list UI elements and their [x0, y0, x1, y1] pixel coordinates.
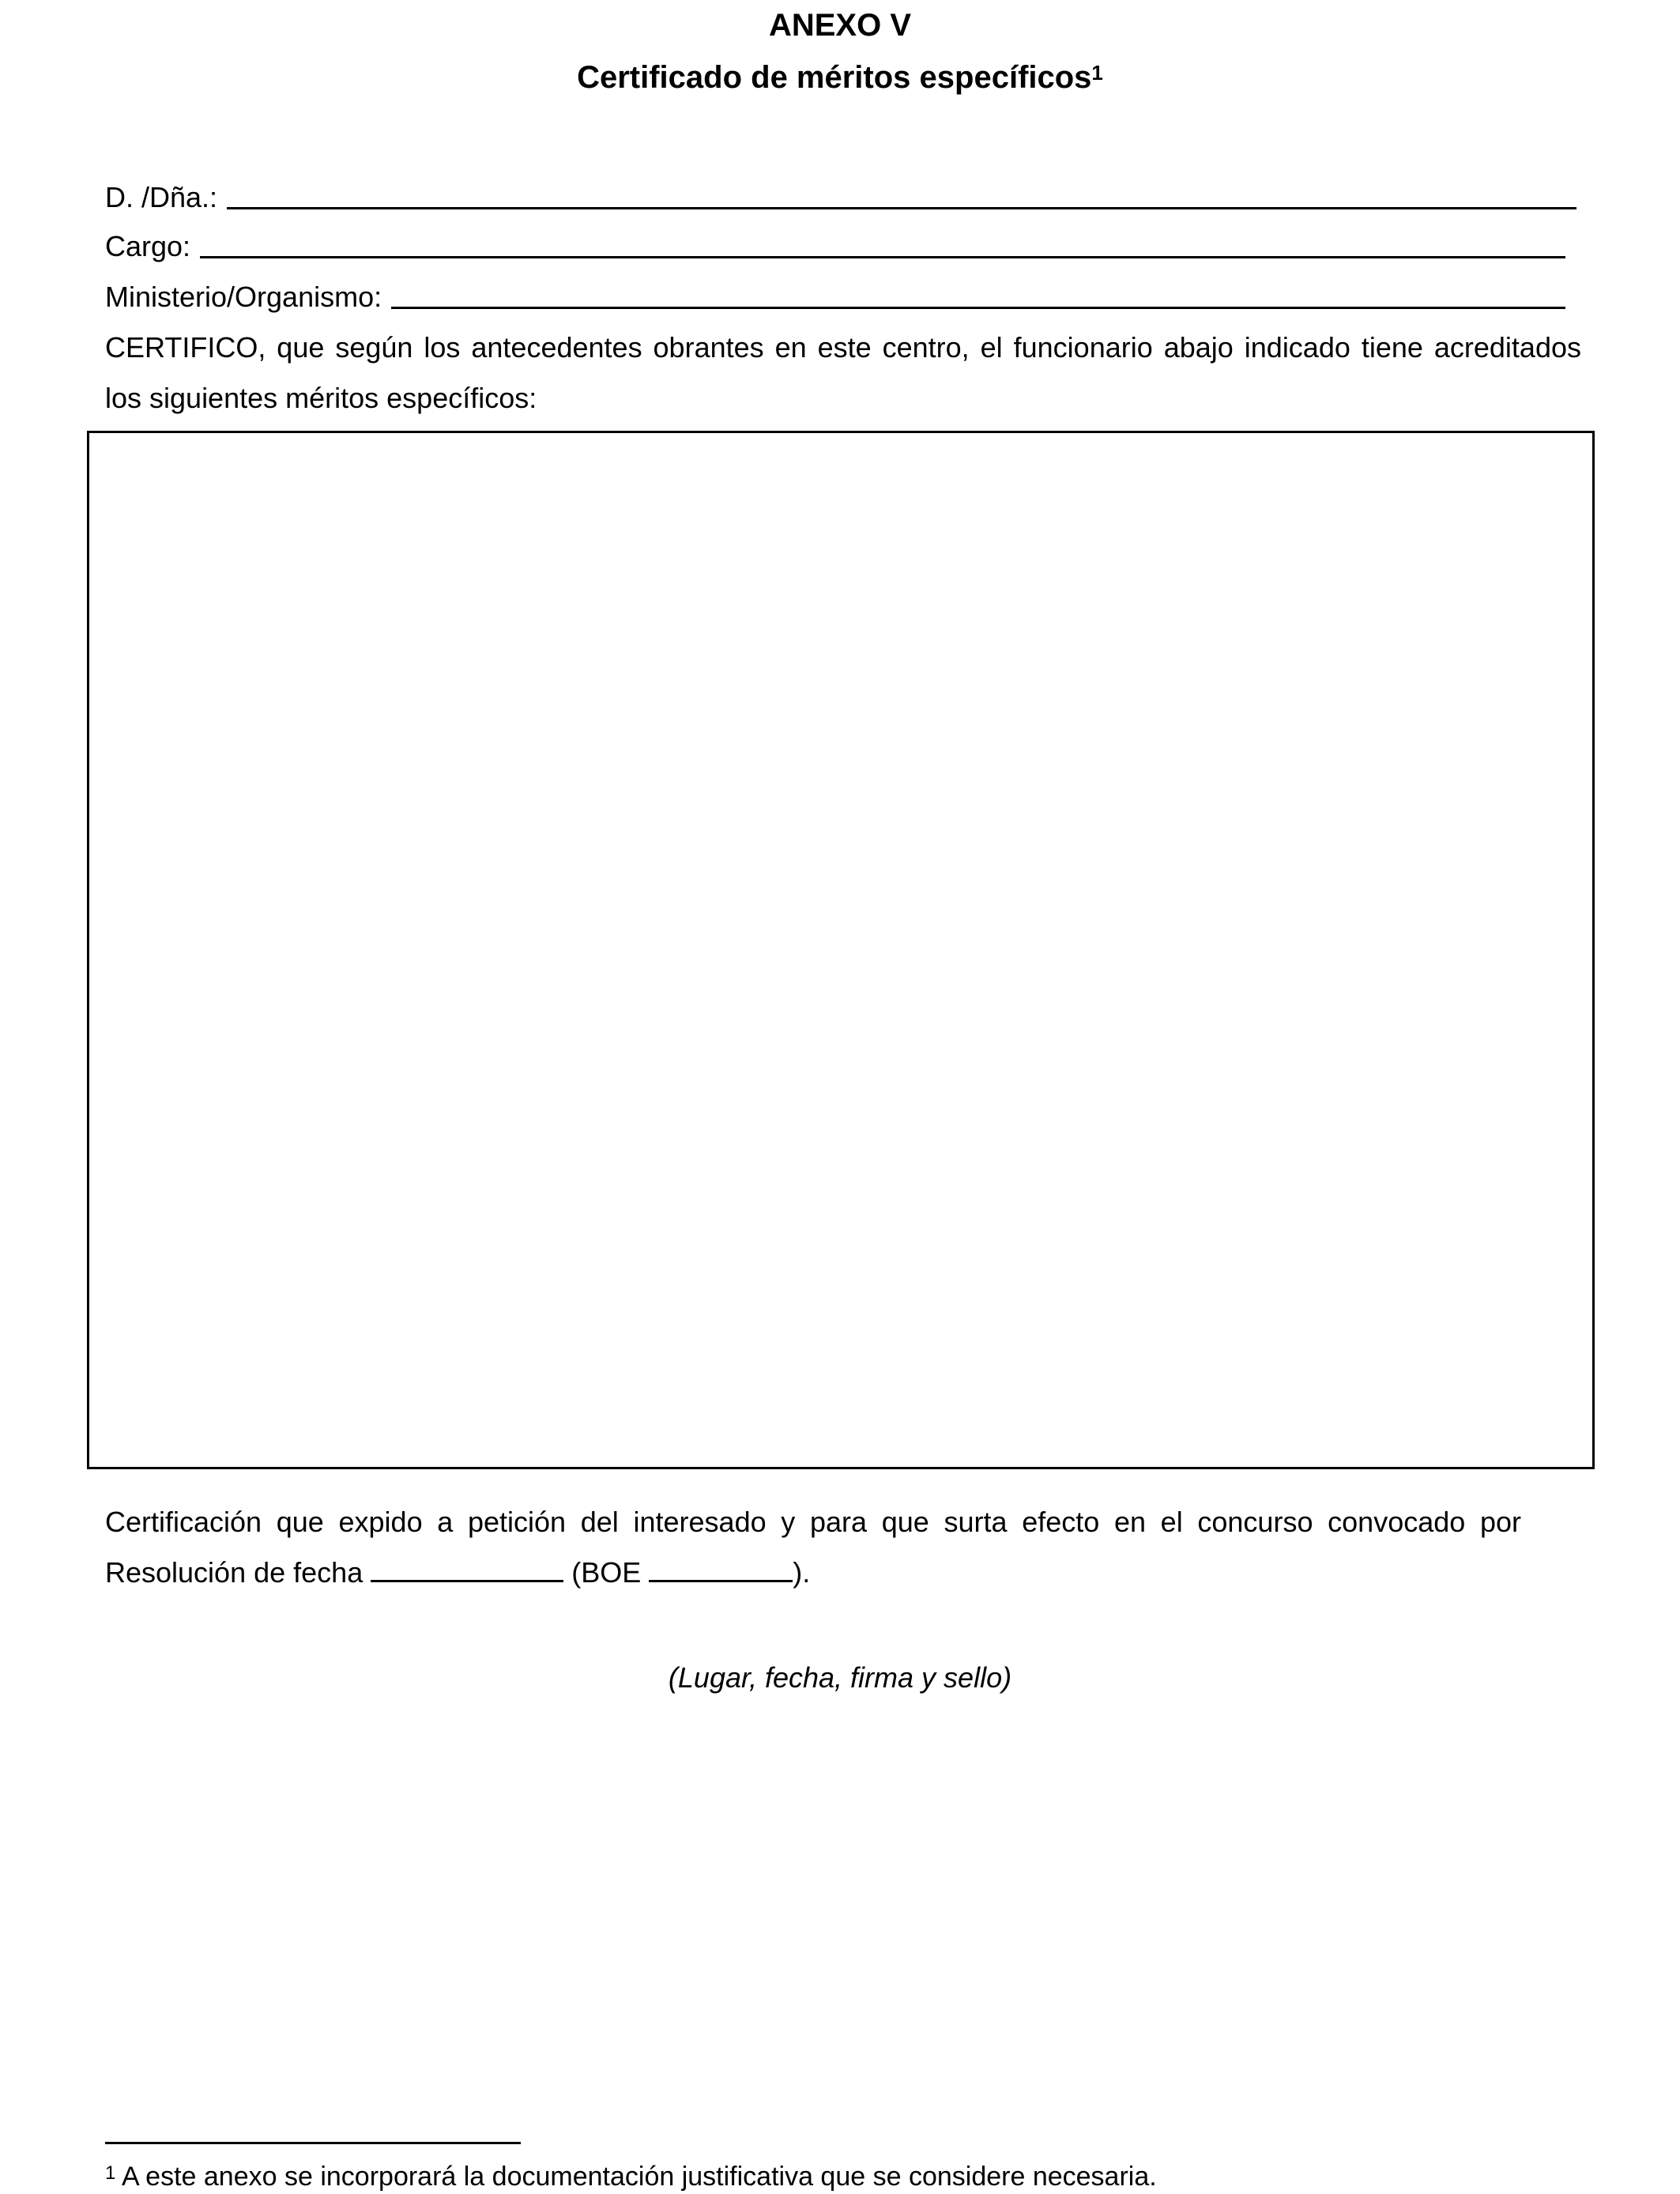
ministry-field[interactable] — [105, 280, 1565, 315]
resolution-date-blank[interactable] — [371, 1556, 563, 1582]
boe-blank[interactable] — [649, 1556, 793, 1582]
position-field[interactable] — [105, 229, 1565, 264]
closing-statement — [105, 1497, 1521, 1598]
name-field-line[interactable] — [227, 207, 1576, 209]
name-field[interactable] — [105, 180, 1576, 215]
footnote — [105, 2161, 1157, 2192]
ministry-field-label: Ministerio/Organismo: — [105, 281, 382, 313]
footnote-text: A este anexo se incorporará la documentación justificativa que se considere necesaria. — [121, 2162, 1157, 2192]
footnote-divider — [105, 2142, 521, 2144]
annex-heading: ANEXO V — [768, 8, 912, 43]
certify-statement: CERTIFICO, que según los antecedentes obrantes en este centro, el funcionario abajo indicado tiene acreditados los siguientes méritos específicos: — [105, 331, 1581, 414]
closing-text: Certificación que expido a petición del interesado y para que surta efecto en el concurso convocado por Resolución de fecha — [105, 1506, 1521, 1589]
certificate-title — [0, 58, 1680, 96]
closing-end: ). — [793, 1556, 811, 1589]
boe-label: (BOE — [571, 1556, 642, 1589]
footnote-reference: 1 — [1091, 61, 1103, 85]
certificate-title-text: Certificado de méritos específicos — [577, 60, 1092, 95]
ministry-field-line[interactable] — [391, 307, 1565, 309]
name-field-label: D. /Dña.: — [105, 181, 218, 213]
merits-box[interactable] — [87, 431, 1595, 1469]
position-field-label: Cargo: — [105, 230, 191, 262]
position-field-line[interactable] — [200, 256, 1565, 258]
signature-note: (Lugar, fecha, firma y sello) — [668, 1661, 1012, 1694]
footnote-marker: 1 — [105, 2162, 116, 2184]
